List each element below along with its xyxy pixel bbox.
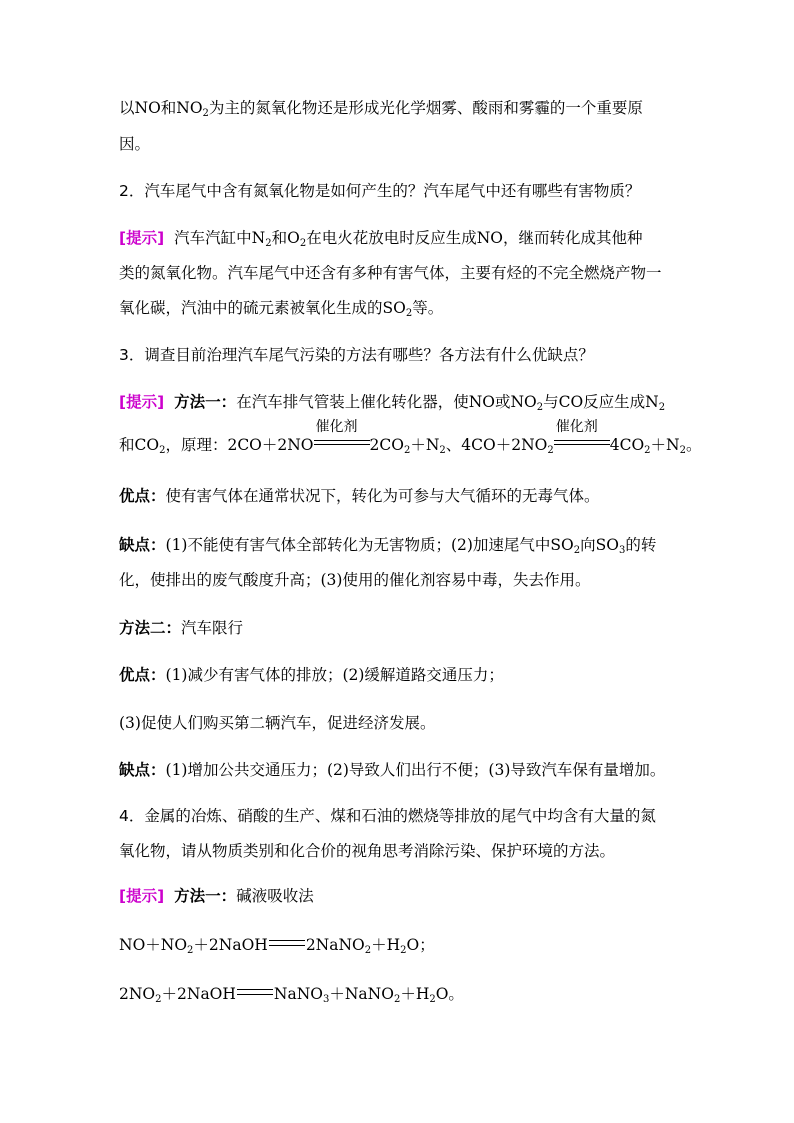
answer-2-line-2: 类的氮氧化物。汽车尾气中还含有多种有害气体，主要有烃的不完全燃烧产物一 (119, 264, 662, 282)
intro-line-1: 以NO和$NO_2$为主的氮氧化物还是形成光化学烟雾、酸雨和雾霾的一个重要原 (119, 99, 643, 119)
hint-tag: [提示] (119, 393, 165, 411)
method-1-line-2: 和$CO_2$，原理：2CO＋2NO 催化剂 $2CO_2+N_2$、$4CO+2NO_2$ 催化剂 $4CO_2+N_2$。 (119, 419, 702, 456)
question-4-line-1: 4．金属的冶炼、硝酸的生产、煤和石油的燃烧等排放的尾气中均含有大量的氮 (119, 807, 656, 825)
equals-sign (237, 989, 273, 995)
equals-sign (269, 940, 305, 946)
equation-1: $NO+NO_2+2NaOH$ $2NaNO_2+H_2O$； (119, 936, 435, 956)
catalyst-arrow: 催化剂 (554, 436, 610, 450)
question-3: 3．调查目前治理汽车尾气污染的方法有哪些？各方法有什么优缺点？ (119, 346, 594, 364)
method-1-cons-line-2: 化，使排出的废气酸度升高；(3)使用的催化剂容易中毒，失去作用。 (119, 571, 591, 589)
catalyst-arrow: 催化剂 (314, 436, 370, 450)
hint-tag: [提示] (119, 887, 165, 905)
method-2-cons: 缺点：(1)增加公共交通压力；(2)导致人们出行不便；(3)导致汽车保有量增加。 (119, 761, 666, 779)
method-1-pros: 优点：使有害气体在通常状况下，转化为可参与大气循环的无毒气体。 (119, 487, 600, 505)
equation-2: $2NO_2+2NaOH$ $NaNO_3+NaNO_2+H_2O$。 (119, 985, 464, 1005)
method-1-line-1: [提示] 方法一：在汽车排气管装上催化转化器，使NO或$NO_2$与CO反应生成$N_2$ (119, 393, 666, 413)
method-2-pros-line-1: 优点：(1)减少有害气体的排放；(2)缓解道路交通压力； (119, 666, 504, 684)
question-2: 2．汽车尾气中含有氮氧化物是如何产生的？汽车尾气中还有哪些有害物质？ (119, 182, 641, 200)
method-2-pros-line-2: (3)促使人们购买第二辆汽车，促进经济发展。 (119, 714, 436, 732)
method-2: 方法二：汽车限行 (119, 619, 244, 637)
answer-2-line-3: 氧化碳，汽油中的硫元素被氧化生成的$SO_2$等。 (119, 299, 444, 319)
intro-line-2: 因。 (119, 135, 151, 153)
hint-tag: [提示] (119, 229, 165, 247)
question-4-line-2: 氧化物，请从物质类别和化合价的视角思考消除污染、保护环境的方法。 (119, 842, 616, 860)
answer-4-line-1: [提示] 方法一：碱液吸收法 (119, 887, 314, 905)
answer-2-line-1: [提示] 汽车汽缸中$N_2$和$O_2$在电火花放电时反应生成NO，继而转化成其他种 (119, 229, 643, 249)
method-1-cons-line-1: 缺点：(1)不能使有害气体全部转化为无害物质；(2)加速尾气中$SO_2$向$SO_3$的转 (119, 536, 657, 556)
